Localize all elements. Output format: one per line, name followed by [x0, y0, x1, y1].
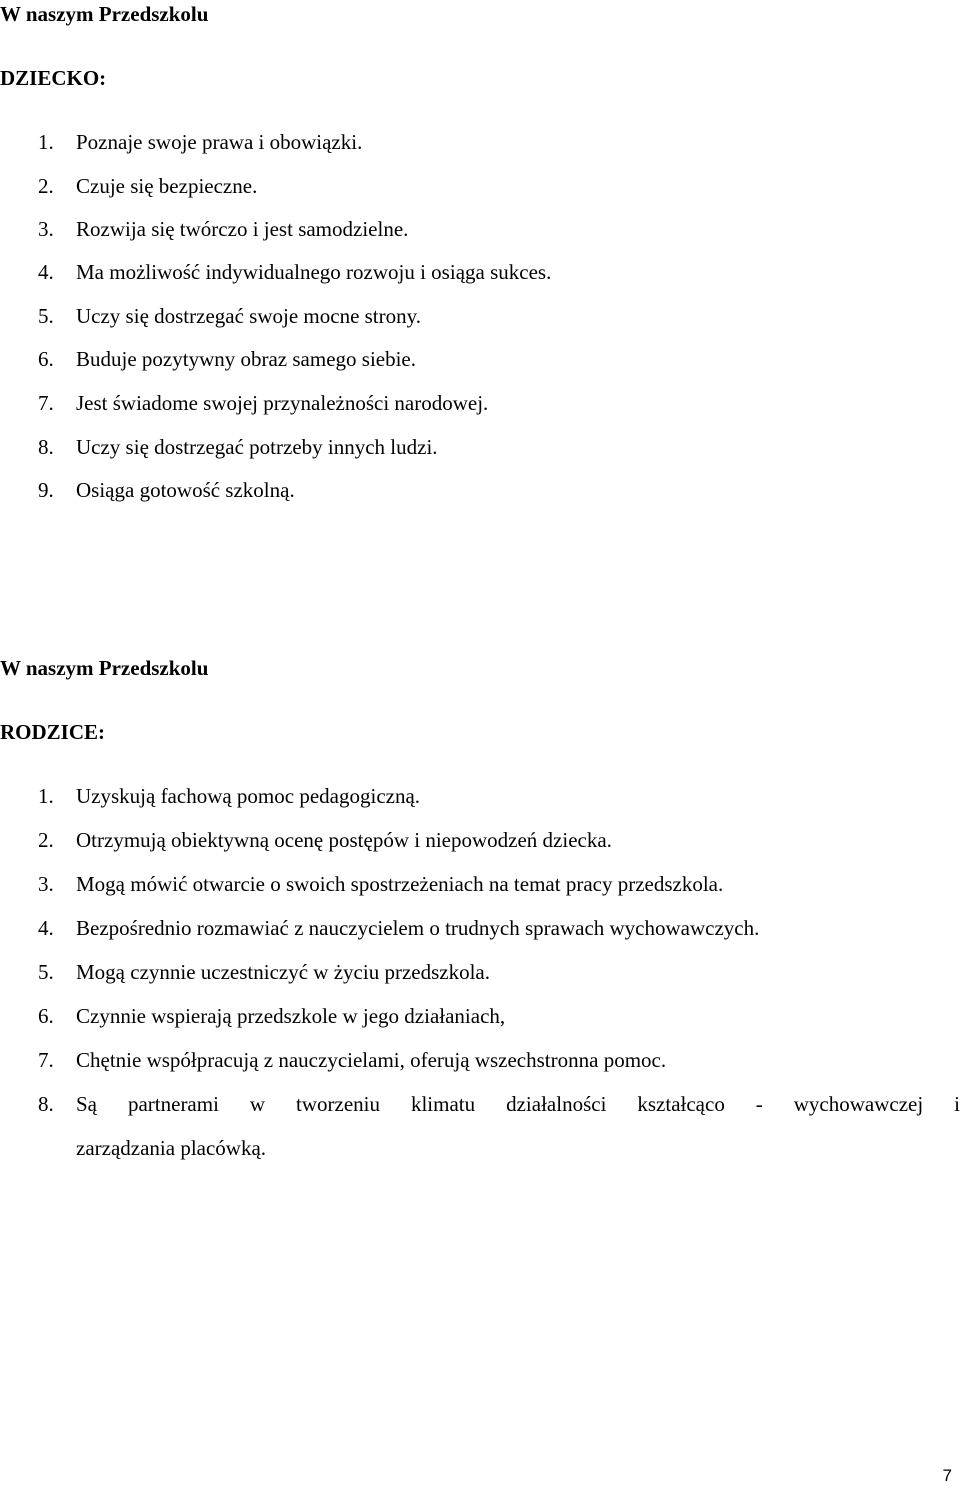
list-item	[38, 174, 257, 199]
list-item	[38, 1004, 505, 1029]
list-item-text: Czynnie wspierają przedszkole w jego działaniach,	[76, 1004, 506, 1028]
list-item-number: 7.	[38, 1048, 54, 1072]
list-item	[38, 260, 551, 285]
list-item	[38, 347, 416, 372]
section-subheading-rodzice: RODZICE:	[0, 720, 106, 744]
list-item	[38, 391, 488, 416]
list-item-number: 5.	[38, 960, 54, 984]
list-item-text: Uczy się dostrzegać swoje mocne strony.	[76, 304, 422, 328]
list-item-number: 6.	[38, 1004, 54, 1028]
list-item-text: Poznaje swoje prawa i obowiązki.	[76, 130, 363, 154]
list-item-text: Osiąga gotowość szkolną.	[76, 478, 295, 502]
list-item	[38, 960, 490, 985]
list-item	[38, 784, 420, 809]
page-number: 7	[942, 1466, 952, 1485]
list-item	[38, 916, 759, 941]
list-item-number: 3.	[38, 217, 54, 241]
list-item-number: 1.	[38, 784, 54, 808]
list-item-number: 8.	[38, 1092, 54, 1116]
list-item-text: Uczy się dostrzegać potrzeby innych ludzi.	[76, 435, 438, 459]
list-item	[38, 435, 438, 460]
list-item-text: Buduje pozytywny obraz samego siebie.	[76, 347, 416, 371]
list-item-text: Otrzymują obiektywną ocenę postępów i niepowodzeń dziecka.	[76, 828, 612, 852]
list-item-text: Bezpośrednio rozmawiać z nauczycielem o trudnych sprawach wychowawczych.	[76, 916, 760, 940]
list-item-text: Chętnie współpracują z nauczycielami, oferują wszechstronna pomoc.	[76, 1048, 667, 1072]
list-item	[38, 130, 362, 155]
list-item-number: 9.	[38, 478, 54, 502]
list-item-text: Są partnerami w tworzeniu klimatu działalności kształcąco - wychowawczej i	[76, 1092, 960, 1116]
list-item-text: Czuje się bezpieczne.	[76, 174, 258, 198]
list-item-text: Jest świadome swojej przynależności narodowej.	[76, 391, 489, 415]
section-heading: W naszym Przedszkolu	[0, 656, 209, 680]
list-item-text: Mogą mówić otwarcie o swoich spostrzeżeniach na temat pracy przedszkola.	[76, 872, 724, 896]
list-item-number: 1.	[38, 130, 54, 154]
list-item-number: 2.	[38, 828, 54, 852]
list-item-text: Rozwija się twórczo i jest samodzielne.	[76, 217, 409, 241]
list-item	[38, 828, 612, 853]
list-item-text: Ma możliwość indywidualnego rozwoju i osiąga sukces.	[76, 260, 552, 284]
list-item-number: 4.	[38, 260, 54, 284]
list-item-continuation: zarządzania placówką.	[76, 1136, 267, 1160]
list-item-number: 4.	[38, 916, 54, 940]
list-item	[38, 217, 408, 242]
list-item	[38, 478, 295, 503]
list-item-number: 3.	[38, 872, 54, 896]
section-heading: W naszym Przedszkolu	[0, 2, 209, 26]
list-item-number: 8.	[38, 435, 54, 459]
list-item-text: Mogą czynnie uczestniczyć w życiu przedszkola.	[76, 960, 490, 984]
list-item	[38, 304, 421, 329]
list-item-number: 6.	[38, 347, 54, 371]
section-subheading-dziecko: DZIECKO:	[0, 66, 107, 90]
list-item	[38, 872, 723, 897]
list-item-number: 7.	[38, 391, 54, 415]
list-item-number: 5.	[38, 304, 54, 328]
list-item	[38, 1048, 666, 1073]
list-item-number: 2.	[38, 174, 54, 198]
list-item-text: Uzyskują fachową pomoc pedagogiczną.	[76, 784, 421, 808]
